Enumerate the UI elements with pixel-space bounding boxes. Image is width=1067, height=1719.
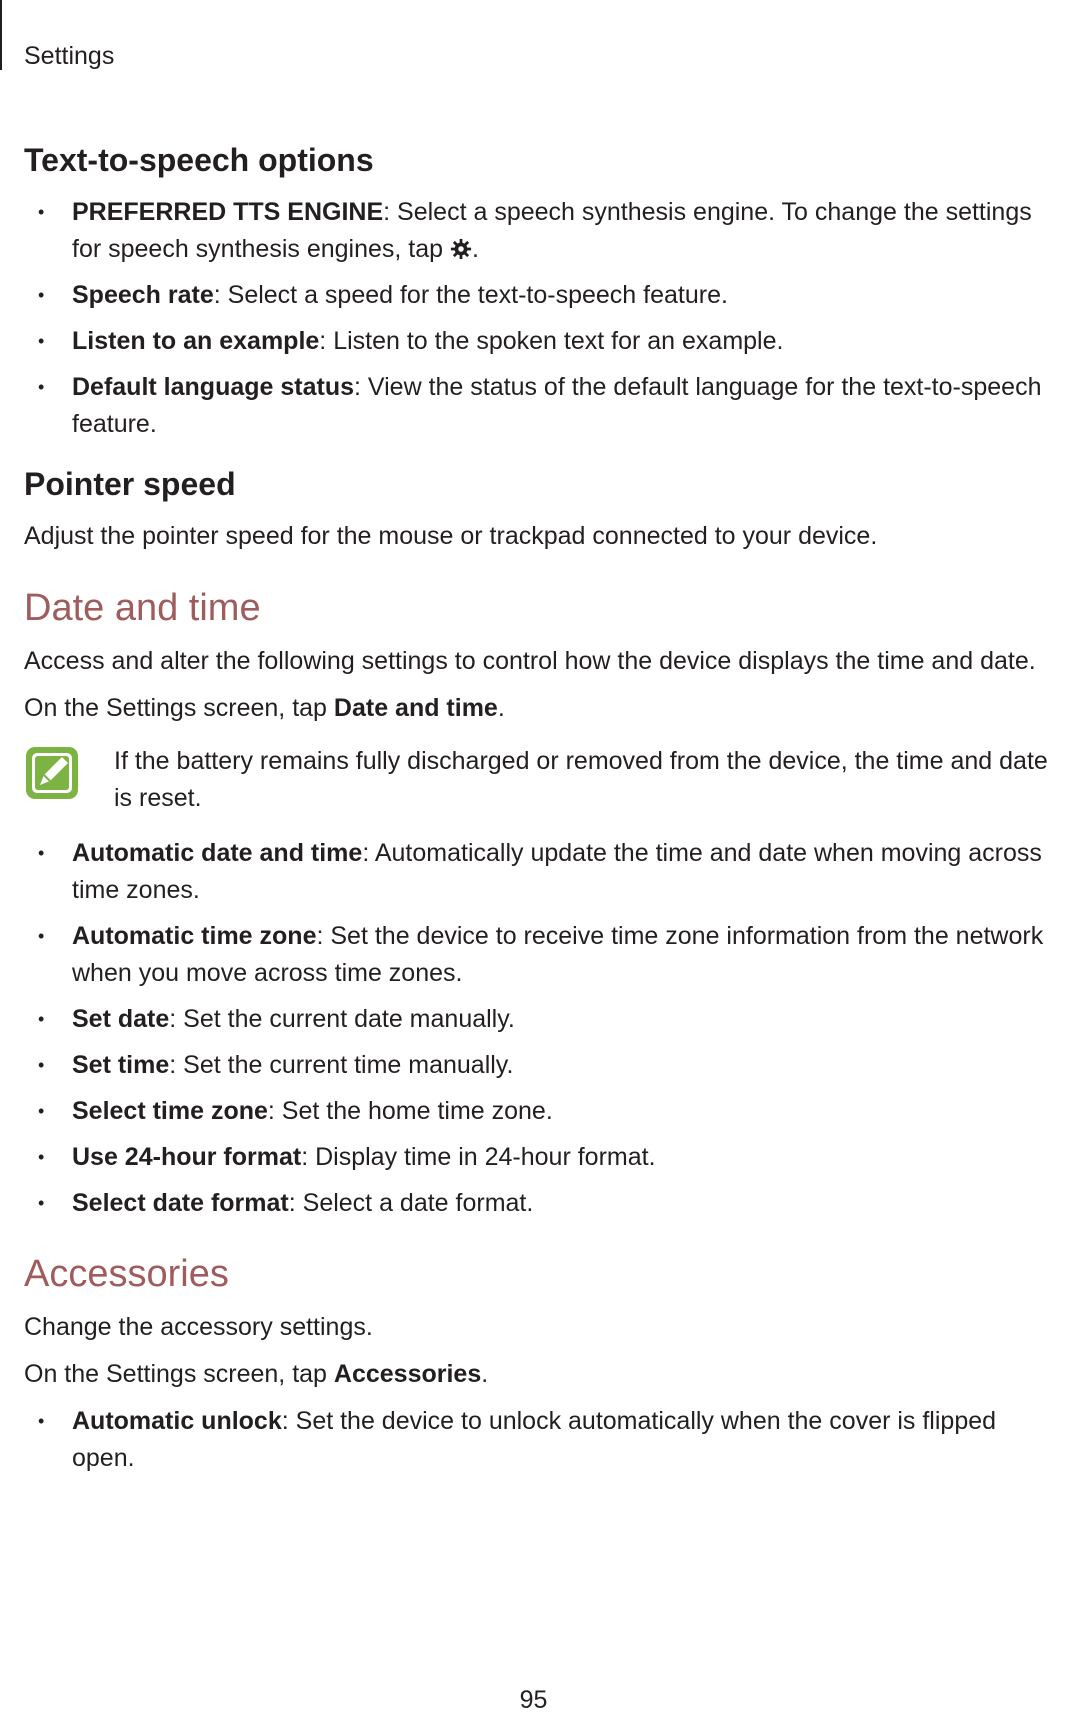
datetime-nav (24, 690, 1064, 727)
nav-target: Date and time (333, 694, 498, 722)
item-desc: : Select a speech synthesis engine. To change the settings for speech synthesis engines, tap (72, 198, 1032, 263)
nav-prefix: On the Settings screen, tap (24, 694, 334, 722)
bullet: • (38, 1009, 45, 1029)
list-item (24, 1139, 1064, 1176)
item-desc: : Set the current date manually. (169, 1005, 515, 1033)
item-term: Speech rate (72, 281, 214, 309)
bullet: • (38, 1193, 45, 1213)
running-header: Settings (24, 42, 115, 70)
note-pencil-icon (24, 745, 80, 801)
item-term: Select date format (72, 1189, 289, 1217)
page-content (24, 140, 1064, 1486)
bullet: • (38, 285, 45, 305)
item-desc-end: . (472, 235, 479, 263)
gear-icon (450, 238, 472, 260)
note-text: If the battery remains fully discharged or removed from the device, the time and date is reset. (114, 747, 1048, 812)
list-item (24, 918, 1064, 992)
item-desc: : Listen to the spoken text for an example. (319, 327, 784, 355)
list-item (24, 369, 1064, 443)
list-item (24, 277, 1064, 314)
accessories-heading: Accessories (24, 1253, 229, 1295)
item-term: PREFERRED TTS ENGINE (72, 198, 384, 226)
bullet: • (38, 202, 45, 222)
item-term: Default language status (72, 373, 354, 401)
item-term: Automatic time zone (72, 922, 317, 950)
bullet: • (38, 1055, 45, 1075)
list-item (24, 1185, 1064, 1222)
list-item (24, 1403, 1064, 1477)
nav-prefix: On the Settings screen, tap (24, 1360, 334, 1388)
item-term: Listen to an example (72, 327, 320, 355)
item-term: Use 24-hour format (72, 1143, 302, 1171)
item-desc: : Set the device to receive time zone information from the network when you move across time zones. (72, 922, 1044, 987)
item-desc: : View the status of the default language for the text-to-speech feature. (72, 373, 1042, 438)
list-item (24, 194, 1064, 268)
header-rule (0, 0, 2, 70)
item-term: Set time (72, 1051, 170, 1079)
item-desc: : Set the device to unlock automatically when the cover is flipped open. (72, 1407, 997, 1472)
tts-heading: Text-to-speech options (24, 142, 374, 178)
bullet: • (38, 926, 45, 946)
item-desc: : Set the home time zone. (267, 1097, 553, 1125)
list-item (24, 323, 1064, 360)
datetime-heading: Date and time (24, 587, 261, 629)
pointer-text: Adjust the pointer speed for the mouse or trackpad connected to your device. (24, 522, 878, 550)
bullet: • (38, 1147, 45, 1167)
list-item (24, 1047, 1064, 1084)
list-item (24, 1001, 1064, 1038)
item-desc: : Set the current time manually. (169, 1051, 514, 1079)
list-item (24, 1093, 1064, 1130)
item-desc: : Automatically update the time and date when moving across time zones. (72, 839, 1042, 904)
accessories-nav (24, 1356, 1064, 1393)
item-desc: : Select a speed for the text-to-speech feature. (213, 281, 728, 309)
bullet: • (38, 377, 45, 397)
accessories-intro: Change the accessory settings. (24, 1313, 373, 1341)
nav-suffix: . (497, 694, 505, 722)
item-term: Select time zone (72, 1097, 268, 1125)
item-term: Automatic date and time (72, 839, 363, 867)
item-desc: : Display time in 24-hour format. (301, 1143, 656, 1171)
list-item (24, 835, 1064, 909)
datetime-list (24, 835, 1064, 1222)
accessories-list (24, 1403, 1064, 1477)
bullet: • (38, 331, 45, 351)
bullet: • (38, 1411, 45, 1431)
pointer-heading: Pointer speed (24, 466, 236, 502)
item-term: Automatic unlock (72, 1407, 282, 1435)
note-box (24, 743, 1064, 817)
item-term: Set date (72, 1005, 170, 1033)
item-desc: : Select a date format. (288, 1189, 534, 1217)
datetime-intro: Access and alter the following settings to control how the device displays the time and date. (24, 647, 1036, 675)
nav-target: Accessories (333, 1360, 482, 1388)
tts-list (24, 194, 1064, 443)
bullet: • (38, 1101, 45, 1121)
bullet: • (38, 843, 45, 863)
nav-suffix: . (481, 1360, 489, 1388)
page-number: 95 (519, 1686, 548, 1714)
